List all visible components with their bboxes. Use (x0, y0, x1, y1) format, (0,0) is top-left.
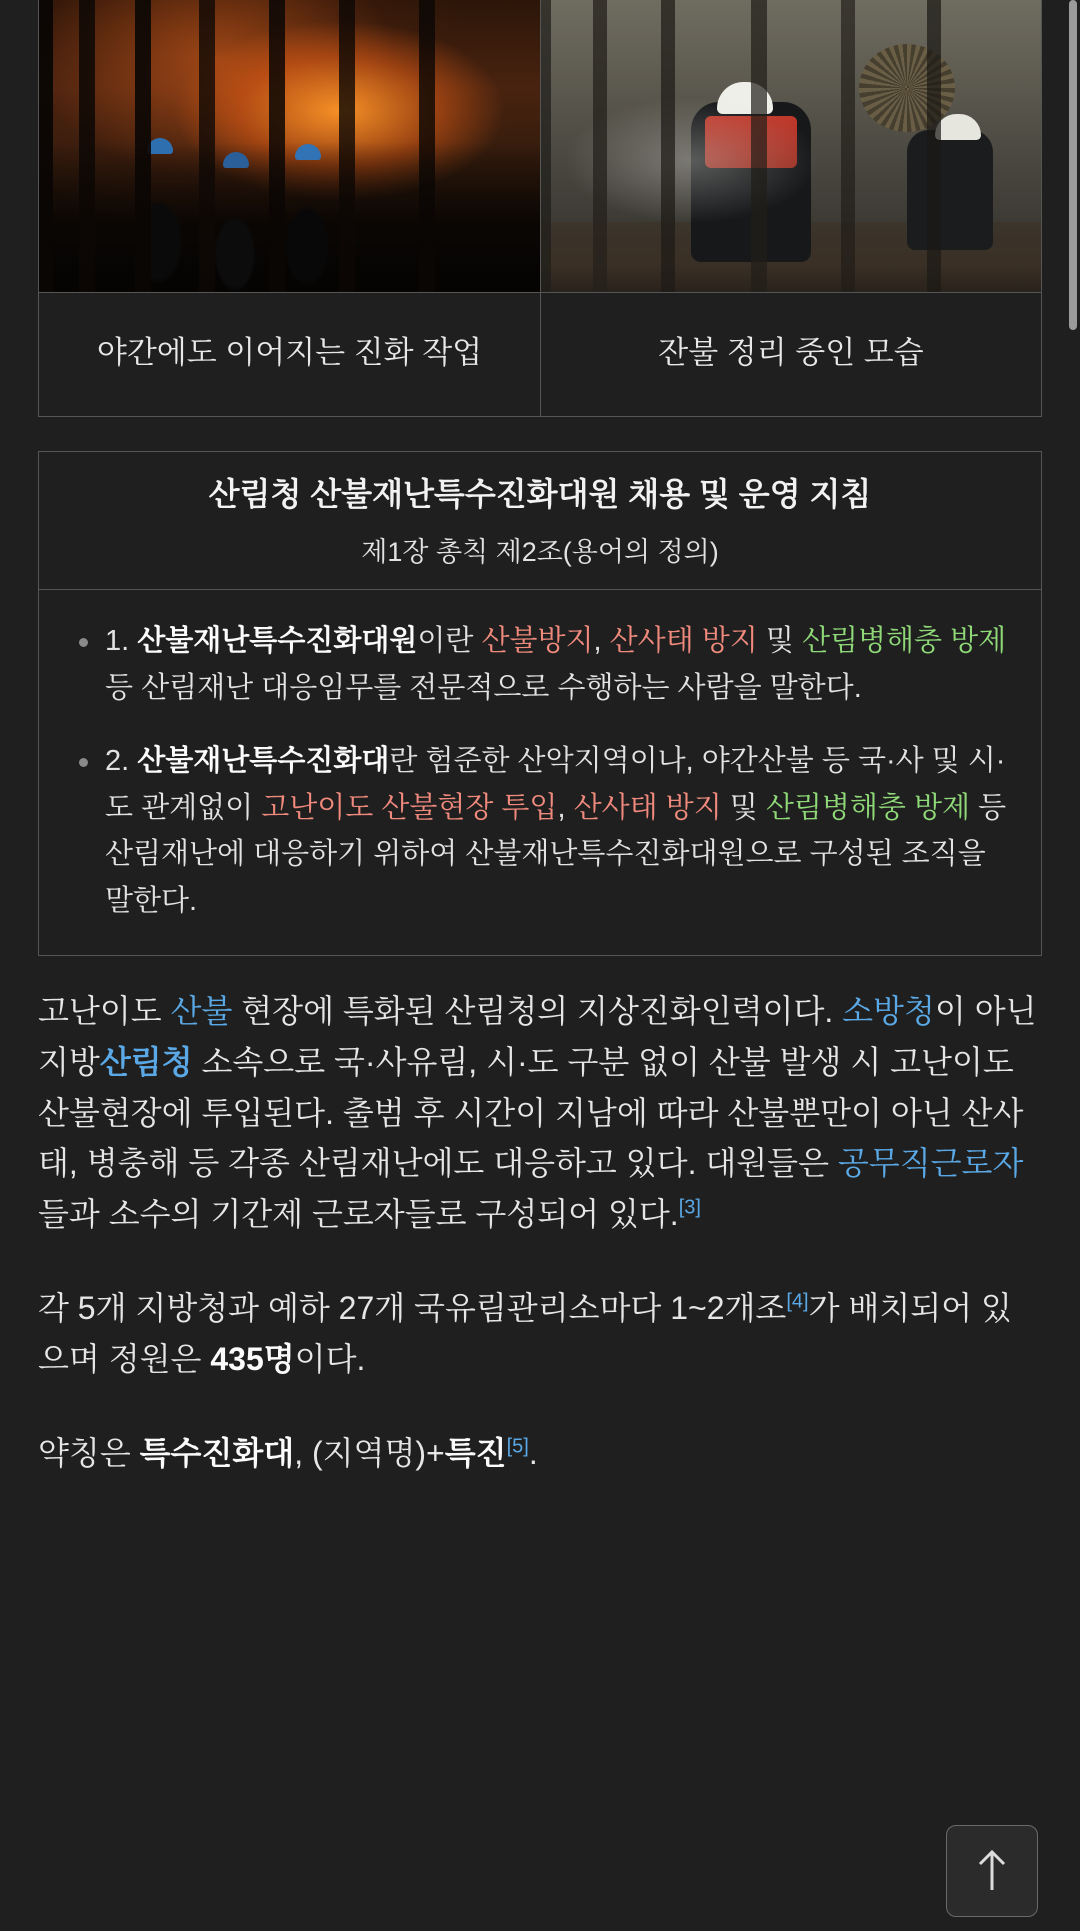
emphasis-text: 435명 (210, 1340, 295, 1377)
guideline-subtitle: 제1장 총칙 제2조(용어의 정의) (361, 536, 719, 567)
article-body (38, 986, 1042, 1478)
helmet-icon (935, 114, 981, 140)
gallery-cell-mopup (540, 0, 1041, 416)
text-run: 이다. (294, 1340, 366, 1377)
emphasis-text: 산불재난특수진화대 (137, 744, 390, 777)
brush-pile (859, 44, 955, 132)
guideline-body (39, 590, 1041, 956)
highlight-text: 산불방지 (481, 624, 594, 657)
highlight-text: 산림병해충 방제 (765, 791, 971, 824)
text-run: 소속으로 국·사유림, 시·도 구분 없이 산불 발생 시 고난이도 산불현장에 투입된다. 출범 후 시간이 지남에 따라 산불뿐만이 아닌 산사태, 병충해 등 각종 산림재난에도 대응하고 있다. 대원들은 (38, 1043, 1024, 1182)
text-run: . (528, 1435, 538, 1472)
text-run: 이란 (417, 624, 482, 657)
inline-link[interactable]: 산림청 (99, 1043, 193, 1080)
guideline-box (38, 451, 1042, 956)
highlight-text: 고난이도 산불현장 투입 (261, 791, 558, 824)
highlight-text: 산사태 방지 (573, 791, 722, 824)
emphasis-text: 특진 (444, 1435, 507, 1472)
inline-link[interactable]: 소방청 (842, 993, 935, 1030)
arrow-up-icon (972, 1848, 1012, 1894)
footnote-ref[interactable]: [4] (786, 1290, 809, 1313)
guideline-item (87, 738, 1017, 926)
helmet-icon (147, 138, 173, 154)
guideline-header (39, 452, 1041, 590)
text-run: 들과 소수의 기간제 근로자들로 구성되어 있다. (38, 1195, 679, 1232)
text-run: , (557, 791, 574, 824)
scroll-to-top-button[interactable] (946, 1825, 1038, 1917)
guideline-item-number: 1. (105, 624, 138, 657)
forest-ground (541, 222, 1041, 292)
inline-link[interactable]: 산불 (170, 993, 233, 1030)
firefighter-figure (907, 130, 993, 250)
gallery-row (39, 0, 1041, 416)
text-run: 가 배치되어 있으며 정원은 (38, 1290, 1012, 1377)
helmet-icon (717, 82, 773, 114)
guideline-list (65, 618, 1017, 926)
guideline-title: 산림청 산불재난특수진화대원 채용 및 운영 지침 (208, 476, 872, 512)
gallery-cell-night (39, 0, 540, 416)
gallery-caption: 잔불 정리 중인 모습 (541, 292, 1041, 416)
vertical-scrollbar[interactable] (1069, 0, 1077, 330)
text-run: 등 산림재난에 대응하기 위하여 산불재난특수진화대원으로 구성된 조직을 말한다. (105, 791, 1007, 918)
text-run: 고난이도 (38, 993, 171, 1030)
text-run: 등 산림재난 대응임무를 전문적으로 수행하는 사람을 말한다. (105, 671, 862, 704)
text-run: , (지역명)+ (294, 1435, 445, 1472)
gallery-caption: 야간에도 이어지는 진화 작업 (39, 292, 540, 416)
text-run: 이 아닌 지방 (38, 993, 1037, 1080)
text-run: 각 5개 지방청과 예하 27개 국유림관리소마다 1~2개조 (38, 1290, 787, 1327)
firefighter-silhouettes (39, 142, 540, 292)
footnote-ref[interactable]: [3] (678, 1195, 701, 1218)
text-run: 현장에 특화된 산림청의 지상진화인력이다. (232, 993, 843, 1030)
mopping-up-photo (541, 0, 1041, 292)
paragraph-abbreviation (38, 1428, 1042, 1479)
inline-link[interactable]: 공무직근로자 (837, 1145, 1024, 1182)
text-run: 및 (721, 791, 766, 824)
highlight-text: 산사태 방지 (609, 624, 758, 657)
emphasis-text: 산불재난특수진화대원 (137, 624, 418, 657)
footnote-ref[interactable]: [5] (506, 1435, 529, 1458)
text-run: 및 (757, 624, 802, 657)
guideline-item (87, 618, 1017, 712)
firefighter-figure (691, 102, 811, 262)
helmet-icon (295, 144, 321, 160)
text-run: 란 험준한 산악지역이나, 야간산불 등 국·사 및 시·도 관계없이 (105, 744, 1006, 824)
night-firefighting-photo (39, 0, 540, 292)
emphasis-text: 특수진화대 (139, 1435, 295, 1472)
paragraph-overview (38, 986, 1042, 1239)
text-run: , (593, 624, 610, 657)
text-run: 약칭은 (38, 1435, 140, 1472)
image-gallery (38, 0, 1042, 417)
highlight-text: 산림병해충 방제 (801, 624, 1007, 657)
paragraph-deployment (38, 1283, 1042, 1384)
helmet-icon (223, 152, 249, 168)
guideline-item-number: 2. (105, 744, 138, 777)
